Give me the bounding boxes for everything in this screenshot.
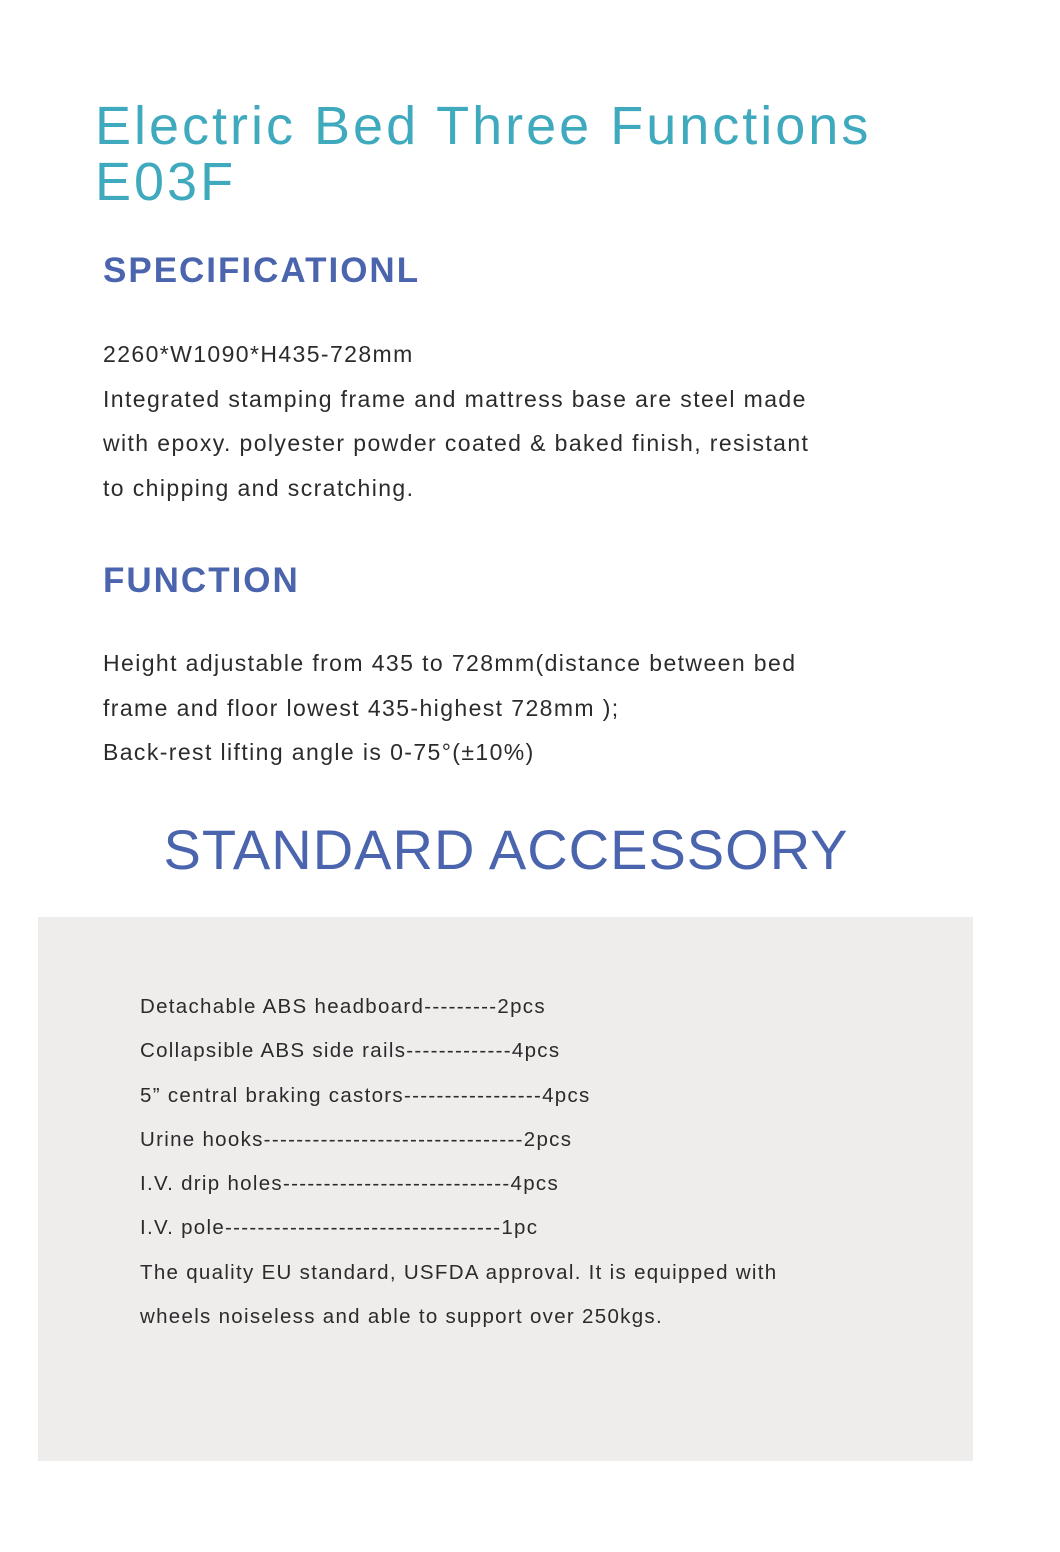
product-title-line-1: Electric Bed Three Functions	[95, 96, 872, 156]
product-title	[95, 98, 871, 210]
function-heading: FUNCTION	[103, 561, 300, 600]
accessory-item: Urine hooks--------------------------------2pcs	[140, 1127, 573, 1151]
accessory-note: wheels noiseless and able to support over 250kgs.	[140, 1305, 663, 1329]
function-line: Height adjustable from 435 to 728mm(distance between bed	[103, 650, 797, 676]
accessory-item: I.V. pole----------------------------------1pc	[140, 1216, 539, 1240]
specification-line: 2260*W1090*H435-728mm	[103, 341, 414, 367]
accessory-item: Collapsible ABS side rails-------------4pcs	[140, 1039, 561, 1063]
specification-heading: SPECIFICATIONL	[103, 251, 421, 290]
function-line: Back-rest lifting angle is 0-75°(±10%)	[103, 739, 535, 765]
specification-line: to chipping and scratching.	[103, 474, 415, 501]
accessory-item: Detachable ABS headboard---------2pcs	[140, 995, 546, 1018]
function-line: frame and floor lowest 435-highest 728mm );	[103, 694, 620, 721]
accessory-list	[140, 985, 778, 1339]
product-model-code: E03F	[95, 152, 237, 212]
accessory-note: The quality EU standard, USFDA approval. It is equipped with	[140, 1260, 778, 1284]
standard-accessory-heading: STANDARD ACCESSORY	[163, 818, 849, 881]
accessory-item: 5” central braking castors-----------------4pcs	[140, 1083, 591, 1107]
function-text	[103, 641, 796, 775]
specification-text	[103, 332, 809, 510]
accessory-panel	[38, 917, 973, 1461]
accessory-item: I.V. drip holes----------------------------4pcs	[140, 1172, 560, 1196]
specification-line: Integrated stamping frame and mattress base are steel made	[103, 385, 807, 412]
specification-line: with epoxy. polyester powder coated & baked finish, resistant	[103, 430, 810, 456]
